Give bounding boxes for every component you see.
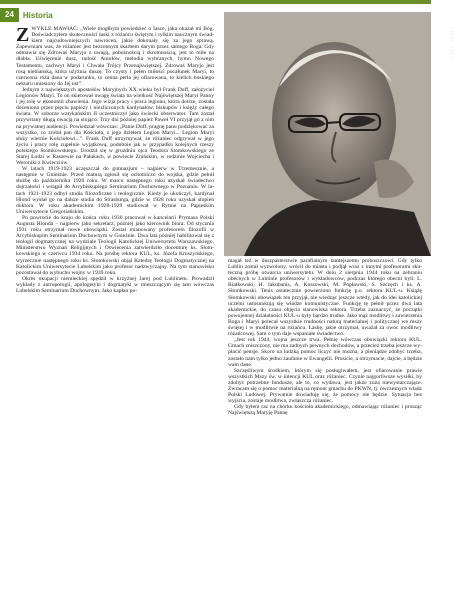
article-column-2 (228, 258, 422, 592)
portrait-photo (224, 12, 456, 256)
article-paragraph: magał też w duszpasterstwie parafialnym tamtejszemu proboszczowi. Gdy tylko Lublin został wyzwolony, wrócił do miasta i podjął wraz z innymi profesorami skuteczną próbę otwarcia uniwersytetu. W dniu 2 sierpnia 1944 roku na zebraniu obecnych w Lublinie profesorów i wykładowców, podczas którego obecni byli: L. Białkowski, H. Jakubanis, A. Kossowski, M. Popławski, S. Szczęch i ks. A. Słomkowski. Tenis ostatecznie powierzono funkcję p.o. rektora KUL-u. Książę Słomkowski obowiązek ten przyjął, nie wiedząc jeszcze wtedy, jak do idei katolickiej uczelni ustosunkują się władze komunistyczne. Funkcję tę pełnił przez dwa lata akademickie, do czasu objęcia stanowiska rektora. Trzeba zaznaczyć, że początki powojennej działalności KUL-u były bardzo trudne. Jako mąż modlitwy i zawierzenia Boga i Maryi polecał wszystkie trudności naturą materialnej i politycznej we mszy świętej i w modlitwie na różańcu. Łaskę, jakie otrzymał, uważał za owoc modlitwy różańcowej. Sam o tym daje wspaniałe świadectwo. (228, 258, 422, 338)
top-accent-bar (0, 0, 431, 4)
article-paragraph: Jednym z największych apostołów Maryjnych XX wieku był Frank Duff, założyciel Legionów Maryi. To on skierował uwagę świata na wielkość Najświętszej Maryi Panny i jej rolę w ekonomii zbawienia. Jego wizja pracy i praca legionu, która dotrze, została doceniona przez pięciu papieży i niezliczonych kardynałów, biskupów i księży całego świata. W soborze watykańskim II uczestniczył jako świecki obserwator. Tam został przywitany długą owacją na stojąco. Trzy dni później papież Paweł VI przyjął go z nim na prywatnej audiencji. Powiedział wówczas: „Panie Duff, pragnę panu podziękować za wszystko, co zrobił pan dla Kościoła, z jego dziełem Legion Maryi... Legion Maryi służy wiernie Kościołowi...”. Frank Duff utrzymywał, że różaniec odgrywał w jego życiu i pracy rolę zupełnie wyjątkową, podobnie jak w przypadku kolejnych rzeszy polskiego Stomkowskiego. Urodził się w gruzdniu ojca Teodora Stomkowskiego ze Starej Łodzi w Raszewie na Pałukach, w powiecie Znińskim, w rodzinie Wojciecha i Weroniki z Kwiecziów. (16, 86, 214, 167)
article-paragraph: W latach 1919-1923 uczęszczał do gimnazjum – najpierw w Trzemesznie, a następnie w Gnieźnie. Przed maturą zgłosił się ochotniczo do wojska, gdzie pełnił służbę do października 1920 roku. W marcu następnego roku uzyskał świadectwo dojrzałości i wstąpił do Arcybiskupiego Seminarium Duchownego w Poznaniu. W latach 1921-1923 odbył studia filozoficzne i teologiczne. Kiedy je ukończył, kardynał Hlond wysłał go na dalsze studia do Strasburga, gdzie w 1928 roku uzyskał stopień doktora. W roku akademickim 1928-1929 studiował w Rymie na Papieskim Uniwersytecie Gregoriańskim. (16, 166, 214, 215)
article-paragraph: Szczęśliwym środkiem, którym się posługiwałem, jest ofiarowanie prawie wszystkich Mszy św. w intencji KUL oraz różaniec. Czynie najgorliwsze wysiłki, by zdobyć potrzebne fundusze, ale to, co wydawa, jest jakże zuża niewystarczające. Zwracam się o pomoc materialną na ręmont gmachu do PKWN, tj. ówczesnych władz Polski Ludowej. Prywatnie dowiaduję się, że pomocy nie będzie. Sytuacja bez wyjścia, zostaje modlitwa, zwłaszcza różaniec. (228, 367, 422, 405)
article-paragraph: Gdy byłem raz na chórku kościoła akademickiego, odmawiając różaniec i prosząc Najświętszą Maryję Pannę (228, 404, 422, 417)
photo-credit: FOT. HULI (450, 26, 456, 59)
drop-cap: Z (16, 24, 30, 46)
article-paragraph: ZWYKLE MAWIAĆ: „Wiele mogłbym powiedzieć o Iasce, jaka okazał mi Bóg. Doświadczyłem skuteczności łaski z różańcu świętym i tylkim naocznym świadkiem najcudowniejszych nawróceń, jakie dokonały się za jego sprawą. Zapewniam was, że różaniec jest bezcennym skarbem darym przez samego Boga. Gdy odmawia się Zdrowaś Maryjo z uwagą, pobożnością i skromnością, jest to miłe na dłabla. Uświęcenie dusz, radość Aniołów, melodia wybranych, hymn Nowego Testamentu, zachwyt Maryi i Chwała Trójcy Przenajświętszej. Zdrowaś Maryjo jest rosą niebiańską, która użyźnia duszę. To czysty i pełen miłości pocałunek Maryi, to czerwona róża dana w podarunku, to cenna perła jej ofiarowana, to kielich boskiego nektaru uniesiony do Jej ust”. (16, 24, 214, 87)
article-paragraph: „Jest rok 1944, wojna jeszcze trwa. Pełnię wówczas obowiązki rektora KUL. Gmach zniszczony, nie ma zadnych pewnych dochodów, a przecież trzeba jeszcze wypłacić pensje. Skoro na ludzką pomoc liczyć nie można, a pieniądze zdobyć trzeba, zostało nam tylko jedno zaufanie w Ewangelii. Prosicie, a otrzymacie, dajcie, a będzie wam dane. (228, 337, 422, 368)
page-number: 24 (0, 8, 19, 22)
article-paragraph: Okres okupacji niemieckiej spędził w krzyżnej Jarej pod Lublinem. Prowadził wykłady z antropologii, apologetyki i dogmatyki w mieszczącym się tam wówczas Lubelskim Seminarium Duchownym. Jako kapłan po- (16, 275, 214, 295)
article-paragraph: Po powrocie do kraju do końca roku 1930 pracował w kancelarii Prymasa Polski Augusta Hlonda – najpierw jako sekretarz, później jako kierownik biura. Od stycznia 1931 roku otrzymał nowe obowiązki. Został mianowany profesorem filozofii w Arcybiskupim Seminarium Duchownym w Gnieźnie. Dwa lata później habilitował się z teologii dogmatycznej na wydziale Teologii Katolickiej Uniwersytetu Warszawskiego. Ministerstwo Wyznań Religijnych i Oświecenia zatwierdziło docenturę ks. Słomkowskiego w czerwcu 1934 roku. Na prośbę rektora KUL, ks. Józefa Kruszyńskiego, wyrzecznie następnego roku ks. Słomkowski objął Katedrę Teologii Dogmatycznej na Katolickim Uniwersytecie Lubelskim jako profesor nadzwyczajny. Na tym stanowisku pozostawał do wybuchu wojny w 1939 roku. (16, 214, 214, 276)
portrait-figure (224, 12, 431, 256)
article-column-1 (16, 26, 214, 592)
page-header (0, 8, 53, 22)
section-title: Historia (22, 10, 53, 20)
